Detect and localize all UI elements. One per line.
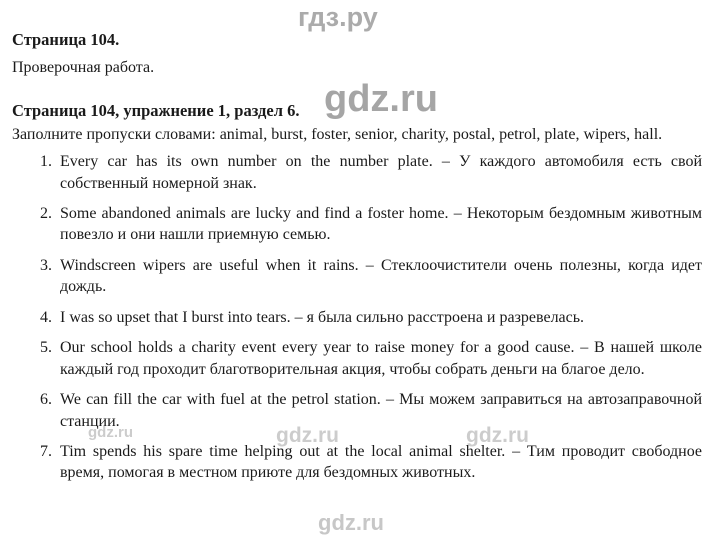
- answer-russian: У каждого автомобиля есть свой собственный номерной знак.: [60, 153, 703, 192]
- watermark-middle: gdz.ru: [324, 78, 438, 120]
- list-item: [12, 441, 702, 484]
- list-item: [12, 337, 702, 380]
- page-number-line: Страница 104.: [12, 30, 120, 49]
- answer-english: I was so upset that I burst into tears.: [60, 308, 291, 326]
- answer-russian: В нашей школе каждый год проходит благотворительная акция, чтобы собрать деньги на благое дело.: [60, 339, 703, 378]
- answer-english: Windscreen wipers are useful when it rains.: [60, 256, 359, 274]
- answer-dash: –: [385, 391, 394, 409]
- answer-russian: я была сильно расстроена и разревелась.: [306, 308, 585, 326]
- task-title: Страница 104, упражнение 1, раздел 6.: [12, 100, 300, 120]
- answer-russian: Тим проводит свободное время, помогая в местном приюте для бездомных животных.: [60, 442, 703, 482]
- answers-list: [12, 151, 702, 484]
- answer-dash: –: [441, 153, 450, 171]
- answer-russian: Некоторым бездомным животным повезло и они нашли приемную семью.: [60, 205, 703, 244]
- answer-english: Every car has its own number on the number plate.: [60, 153, 433, 171]
- answer-dash: –: [365, 256, 374, 274]
- work-type-line: Проверочная работа.: [12, 58, 155, 76]
- answer-dash: –: [453, 205, 462, 223]
- answer-english: We can fill the car with fuel at the petrol station.: [60, 391, 381, 409]
- watermark-small-right: gdz.ru: [466, 424, 529, 447]
- task-instruction: Заполните пропуски словами: animal, burst, foster, senior, charity, postal, petrol, plate, wipers, hall.: [12, 126, 663, 144]
- list-item: [12, 203, 702, 246]
- watermark-small-center: gdz.ru: [276, 424, 339, 447]
- list-item: [12, 151, 702, 194]
- answer-russian: Стеклоочистители очень полезны, когда идет дождь.: [60, 256, 703, 296]
- answer-english: Our school holds a charity event every year to raise money for a good cause.: [60, 339, 575, 357]
- watermark-small-left: gdz.ru: [88, 424, 133, 441]
- answer-dash: –: [294, 308, 303, 326]
- answer-dash: –: [580, 339, 589, 357]
- list-item: [12, 389, 702, 432]
- list-item: [12, 307, 702, 328]
- watermark-top: гдз.ру: [298, 2, 378, 32]
- list-item: [12, 255, 702, 298]
- watermark-bottom: gdz.ru: [318, 510, 384, 535]
- answer-russian: Мы можем заправиться на автозаправочной станции.: [60, 391, 703, 430]
- answer-dash: –: [512, 442, 521, 460]
- answer-english: Tim spends his spare time helping out at the local animal shelter.: [60, 442, 506, 460]
- answer-english: Some abandoned animals are lucky and find a foster home.: [60, 205, 449, 223]
